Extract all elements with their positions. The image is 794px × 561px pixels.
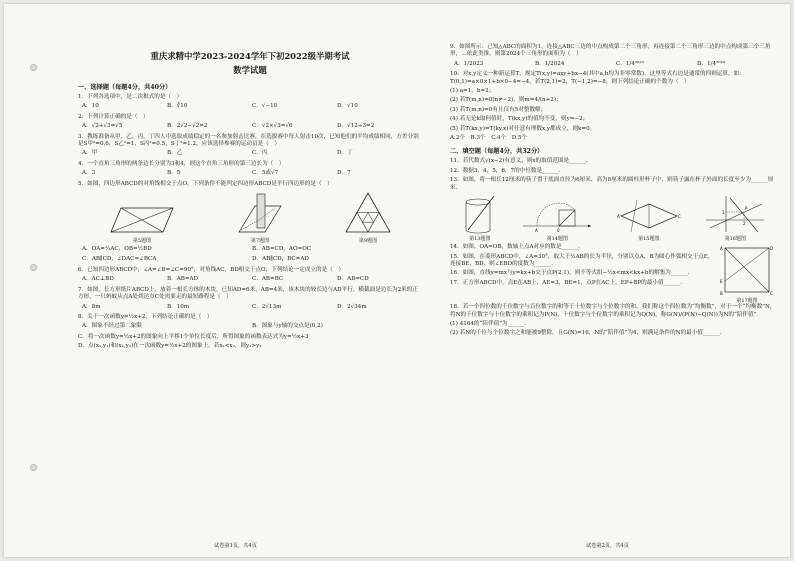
square-figure [719, 244, 775, 296]
option: B．10m [167, 303, 190, 310]
question-15: 15．如图，在菱形ABCD中，∠A=30°，取大于½AB的长为半径，分别以点A，B为圆心作弧相交于点E，连接BE，BD，则∠EBD的度数为______． [450, 253, 714, 267]
option: C．5或√7 [252, 170, 279, 177]
question-17: 17．正方形ABCD中，点E在AB上，AE=3，BE=1，点P在AC上，EP+BP的最小值______． [450, 279, 686, 286]
question-10-item: (2) 若T(m,n)=0(n≠−2)，则m=4/(n+2)； [450, 97, 562, 104]
figure-q17 [716, 244, 778, 304]
option: A．AC⊥BD [82, 276, 114, 283]
option: A．3 [82, 170, 96, 177]
option: D．√12÷3=2 [337, 123, 375, 130]
point-c-label: C [677, 214, 681, 220]
option: B．∛10 [167, 103, 188, 110]
question-3-options [82, 150, 422, 157]
question-2: 2．下列计算正确的是（ ） [78, 113, 149, 120]
binding-hole [30, 64, 37, 71]
question-10-item: (1) a=1，b=2； [450, 88, 495, 95]
option: A．甲 [82, 150, 98, 157]
nested-triangles-figure [343, 190, 393, 236]
number-line-figure [521, 198, 593, 234]
option: A．1/2023 [454, 60, 484, 67]
option: C．1/4²⁰²³ [616, 60, 644, 67]
exam-title: 重庆求精中学2023-2024学年下初2022级半期考试 [150, 51, 350, 61]
question-7-options [82, 304, 422, 311]
option: D．√10 [337, 103, 358, 110]
question-18-part-2: (2) 若N的千位与个位数字之和能被9整除，且G(N)=16，N的“陪伴值”为4，则满足条件的N的最小值______． [450, 330, 726, 337]
question-13: 13．如图，将一根长12厘米的筷子置于底面直径为6厘米，高为8厘米的圆柱形杯子中，则筷子露在杯子外面的长度至少为______厘米． [450, 177, 774, 191]
question-3: 3．教练准备从甲，乙，丙，丁四人中选取成绩稳定的一名参加射击比赛，在选拔赛中每人射击10次，已知他们的平均成绩相同，方差分别是S甲²=0.6，S乙²=1，S丙²=0.5，S丁²=1.2，应该选择参赛的运动员是（ ） [78, 133, 419, 148]
figure-q13 [462, 194, 498, 242]
question-18: 18．若一个四位数的千位数字与百位数字的和等于十位数字与个位数字的和，我们称这个四位数为“均衡数”，对于一个“均衡数”N，将N的千位数字与十位数字的乘积记为P(N)，十位数字与个位数字的乘积记为Q(N)，称G(N)/(P(N)−Q(N))为N的“陪伴值”． [450, 304, 776, 318]
question-1: 1．下列各选项中，是二次根式的是（ ） [78, 94, 183, 100]
figure-caption: 第17题图 [736, 298, 758, 305]
binding-hole [30, 264, 37, 271]
figure-caption: 第7题图 [250, 238, 270, 245]
point-e-label: E [720, 279, 723, 285]
question-8-option-d: D．点(x₁,y₁)和(x₂,y₂)在一次函数y=½x+2的图象上，若x₁<x₂，则y₁>y₂ [78, 343, 262, 350]
page-right [436, 4, 790, 557]
question-8: 8．关于一次函数y=½x+2，下列结论正确的是（ ） [78, 313, 213, 320]
figure-q5 [107, 204, 177, 244]
option: D．AB=CD [337, 276, 369, 283]
question-5-options-2 [82, 256, 422, 263]
figure-caption: 第13题图 [469, 236, 491, 243]
figure-caption: 第16题图 [724, 236, 746, 243]
question-10: 10．对x,y定义一种新运算T，规定T(x,y)=axy+bx−4(其中a,b均为非零常数)，这里等式右边是通常的四则运算，如：T(0,1)=a×0×1+b×0−4=−4。若T(2,1)=2，T(−1,2)=−8，则下列结论正确的个数为（ ） [450, 71, 745, 85]
point-a-label: A [535, 228, 538, 234]
option: C．丙 [252, 150, 268, 157]
figure-q16 [704, 194, 766, 242]
question-16: 16．如图，直线y=mx与y=kx+b交于点P(2,1)，则不等式组−½x<mx<kx+b的解集为______． [450, 270, 694, 277]
point-p-label: P [745, 206, 748, 212]
point-d-label: D [770, 246, 774, 252]
option: B．2√2−√2=2 [167, 123, 208, 130]
option: A．8m [82, 303, 101, 310]
figure-row-13-16 [450, 194, 778, 242]
option: C．AB=BC [252, 276, 284, 283]
option: D．7 [337, 170, 351, 177]
point-a-label: A [616, 214, 620, 220]
option: B．AB=AD [167, 276, 199, 283]
figure-q7 [235, 190, 285, 244]
origin-label: 0 [557, 228, 560, 234]
option: D．AB∥CD，BC=AD [252, 256, 309, 263]
question-5-options [82, 246, 422, 253]
figure-caption: 第5题图 [132, 238, 152, 245]
parallelogram-figure [107, 204, 177, 236]
question-2-options [82, 123, 422, 130]
question-9-options [454, 61, 778, 68]
question-18-part-1: (1) 4164的“陪伴值”为______． [450, 320, 531, 327]
option: D．2√34m [337, 303, 367, 310]
question-6: 6．已知四边形ABCD中，∠A=∠B=∠C=90°，对角线AC，BD相交于点O，下列结论一定成立的是（ ） [78, 266, 344, 273]
point-b-label: B [720, 291, 723, 297]
option: C．2√13m [252, 303, 282, 310]
question-8-option-c: C．将一次函数y=½x+2的图象向上平移1个单位长度后，所得图象的函数表达式为y=½x+3 [78, 333, 309, 340]
option: C．√−10 [252, 103, 278, 110]
option: D．丁 [337, 150, 353, 157]
option: B．5 [167, 170, 181, 177]
block-on-paper-figure [235, 190, 285, 236]
option: A．10 [82, 103, 99, 110]
tick-1-label: 1 [722, 210, 725, 216]
question-8-options [82, 323, 422, 330]
option: B．AB=CD，AO=OC [252, 246, 312, 253]
option: B．乙 [167, 150, 183, 157]
question-10-item: (5) 若T(kx,y)=T(ky,x)对任意有理数x,y都成立，则k=0。 [450, 125, 596, 132]
page-footer: 试卷第1页，共4页 [214, 543, 257, 549]
figure-caption: 第14题图 [546, 236, 568, 243]
option: D．1/4²⁰²⁴ [697, 60, 726, 67]
linear-functions-figure [704, 194, 766, 234]
tick-2-label: 2 [743, 221, 746, 227]
question-10-item: (3) 若T(m,n)=0有且仅有5对整数解； [450, 106, 547, 113]
figure-caption: 第15题图 [638, 236, 660, 243]
page-left [64, 4, 434, 557]
q14-to-q17-block [450, 244, 778, 304]
question-6-options [82, 276, 422, 283]
section-choice-heading: 一、选择题（每题4分，共40分） [78, 84, 172, 91]
point-c-label: C [770, 291, 773, 297]
option: A．OA=½AC，OB=½BD [82, 246, 152, 253]
exam-subtitle: 数学试题 [233, 65, 267, 75]
figure-q15 [617, 198, 681, 242]
question-14: 14．如图，OA=OB，数轴上点A对应的数是______． [450, 244, 584, 251]
binding-hole [30, 464, 37, 471]
question-4-options [82, 170, 422, 177]
question-7: 7．如图，长方形纸片ABCD上，放着一根长方体的木块，已知AD=6米，AB=4米，该木块的较长边与AD平行，横截面是边长为2米的正方形，一只蚂蚁从点A处到达点C处需要走的最短路程是（ ） [78, 286, 418, 301]
option: B．图象与y轴的交点是(0,2) [252, 323, 323, 330]
question-5: 5．如图，四边形ABCD的对角线相交于点O，下列条件不能判定四边形ABCD是平行四边形的是（ ） [78, 180, 333, 187]
section-fill-heading: 二、填空题（每题4分，共32分） [450, 148, 544, 156]
page-footer: 试卷第2页，共4页 [586, 543, 629, 549]
option: C．AB∥CD，∠DAC=∠BCA [82, 256, 157, 263]
figure-caption: 第9题图 [358, 238, 378, 245]
figure-q14 [521, 198, 593, 242]
q14-to-q17-text [450, 244, 716, 304]
option: B．1/2024 [535, 60, 565, 67]
option: A．图象不经过第二象限 [82, 323, 142, 330]
question-10-item: (4) 若无论k取何值时，T(kx,y)的值均不变，则y=−2； [450, 116, 589, 123]
question-9: 9．如图所示：已知△ABC的面积为1，连接△ABC三边的中点构成第二个三角形，再连接第二个三角形三边的中点构成第三个三角形，…依此类推，则第2024个三角形的面积为（ ） [450, 44, 771, 58]
point-a-label: A [720, 246, 723, 252]
question-4: 4．一个直角三角形的两条边长分别为3和4，则这个直角三角形的第三边长为（ ） [78, 160, 285, 167]
rhombus-figure [617, 198, 681, 234]
question-1-options [82, 103, 422, 110]
question-11: 11．若代数式√(x−2)有意义，则x的取值范围是______． [450, 158, 592, 165]
question-10-options: A.2个 B.3个 C.4个 D.5个 [450, 135, 528, 142]
option: C．√2×√3=√6 [252, 123, 293, 130]
question-12: 12．数据3，4，5，6，7的中位数是______． [450, 167, 565, 174]
option: A．√2+√3=√5 [82, 123, 123, 130]
cylinder-cup-figure [462, 194, 498, 234]
figure-row-5-7-9 [78, 190, 422, 244]
figure-q9 [343, 190, 393, 244]
exam-sheet [4, 4, 790, 557]
